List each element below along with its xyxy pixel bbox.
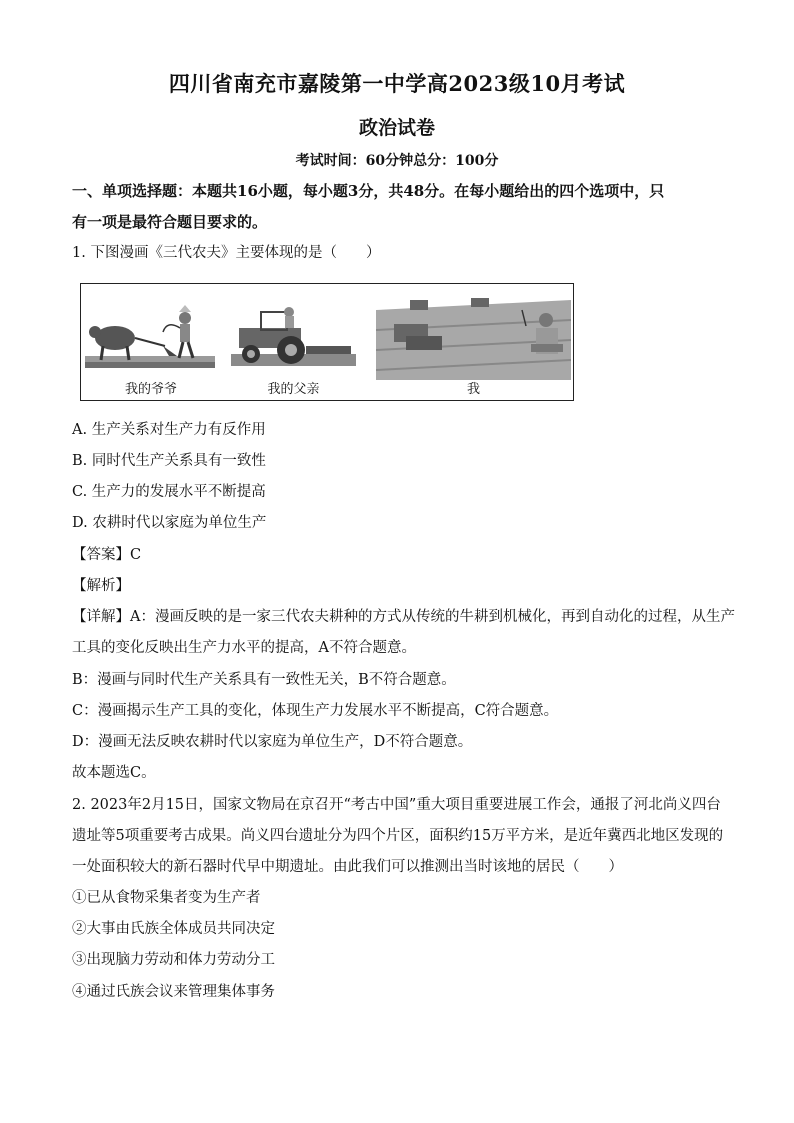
q2-stem-line1: 2. 2023年2月15日，国家文物局在京召开“考古中国”重大项目重要进展工作会，通报了河北尚义四台	[72, 797, 721, 813]
caption-me: 我	[466, 382, 480, 397]
section-heading-line2: 有一项是最符合题目要求的。	[72, 213, 268, 231]
q1-analysis-b: B：漫画与同时代生产关系具有一致性无关，B不符合题意。	[72, 672, 456, 688]
q1-analysis-label: 【解析】	[72, 578, 130, 594]
caption-father: 我的父亲	[267, 382, 320, 397]
q2-stem-line3: 一处面积较大的新石器时代早中期遗址。由此我们可以推测出当时该地的居民（ ）	[72, 859, 623, 875]
q1-analysis-c: C：漫画揭示生产工具的变化，体现生产力发展水平不断提高，C符合题意。	[72, 703, 559, 719]
father-tractor-illustration	[231, 290, 356, 380]
me-automated-farming-illustration	[376, 290, 571, 380]
q2-item-3: ③出现脑力劳动和体力劳动分工	[72, 952, 275, 968]
q2-item-2: ②大事由氏族全体成员共同决定	[72, 921, 275, 937]
q1-detail-line1: 【详解】A：漫画反映的是一家三代农夫耕种的方式从传统的牛耕到机械化，再到自动化的过程，从生产	[72, 609, 735, 625]
cartoon-three-generations	[80, 283, 574, 401]
q1-option-c: C. 生产力的发展水平不断提高	[72, 484, 266, 500]
q1-option-d: D. 农耕时代以家庭为单位生产	[72, 515, 267, 531]
q1-stem: 1. 下图漫画《三代农夫》主要体现的是（ ）	[72, 245, 381, 261]
q1-answer: 【答案】C	[72, 547, 142, 563]
section-heading-line1: 一、单项选择题：本题共16小题，每小题3分，共48分。在每小题给出的四个选项中，只	[72, 182, 665, 200]
q1-option-b: B. 同时代生产关系具有一致性	[72, 453, 266, 469]
exam-subtitle: 政治试卷	[358, 117, 435, 139]
exam-title: 四川省南充市嘉陵第一中学高2023级10月考试	[168, 71, 626, 96]
q2-stem-line2: 遗址等5项重要考古成果。尚义四台遗址分为四个片区，面积约15万平方米，是近年冀西北地区发现的	[72, 828, 724, 844]
q2-item-1: ①已从食物采集者变为生产者	[72, 890, 261, 906]
q1-conclusion: 故本题选C。	[72, 765, 156, 781]
q1-detail-line2: 工具的变化反映出生产力水平的提高，A不符合题意。	[72, 640, 416, 656]
q1-option-a: A. 生产关系对生产力有反作用	[72, 422, 266, 438]
grandfather-plowing-illustration	[85, 290, 215, 380]
q1-analysis-d: D：漫画无法反映农耕时代以家庭为单位生产，D不符合题意。	[72, 734, 473, 750]
exam-info: 考试时间：60分钟总分：100分	[295, 153, 499, 169]
q2-item-4: ④通过氏族会议来管理集体事务	[72, 984, 275, 1000]
caption-grandfather: 我的爷爷	[124, 382, 177, 397]
